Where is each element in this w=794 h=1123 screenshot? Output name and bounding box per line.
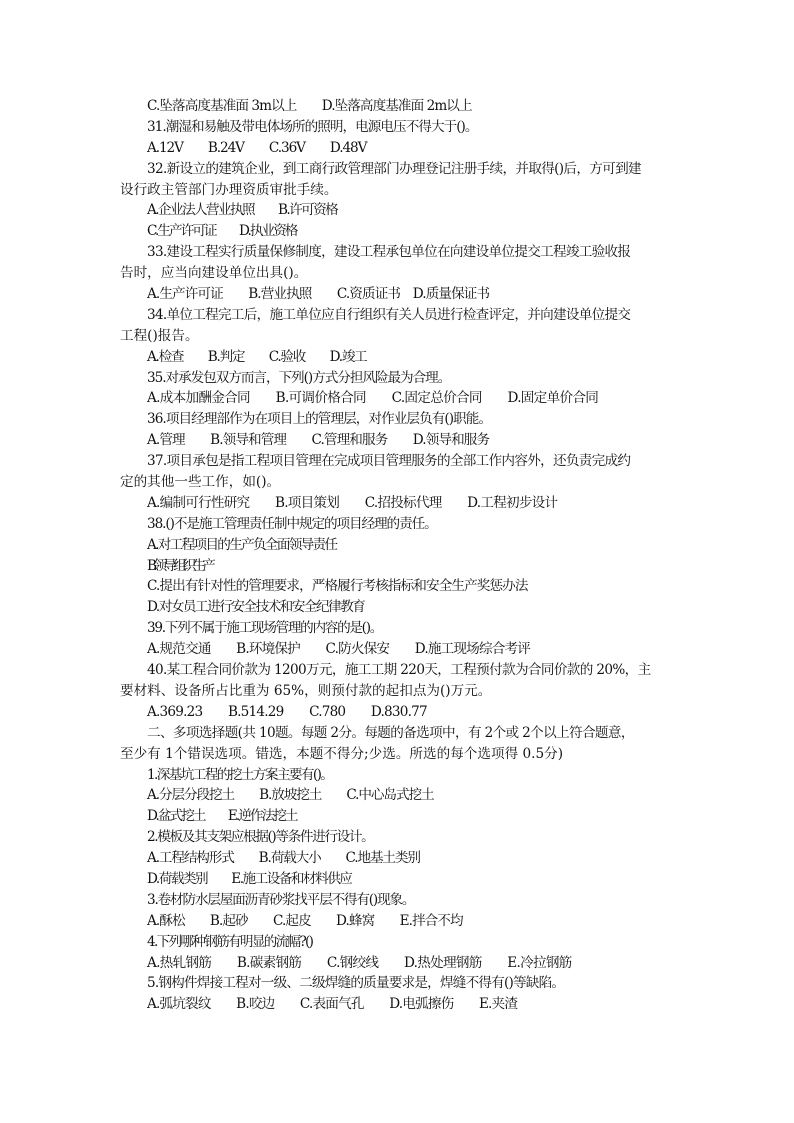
text-line: B.领导组织生产	[147, 557, 213, 574]
text-line: C.坠落高度基准面 3m以上 D.坠落高度基准面 2m以上	[147, 98, 472, 114]
text-line: A.工程结构形式 B.荷载大小 C.地基土类别	[147, 850, 420, 867]
text-line: A.管理 B.领导和管理 C.管理和服务 D.领导和服务	[147, 432, 490, 449]
text-line: 39.下列不属于施工现场管理的内容的是()。	[147, 620, 383, 637]
text-line: 35.对承发包双方而言，下列()方式分担风险最为合理。	[147, 369, 451, 386]
text-line: A.酥松 B.起砂 C.起皮 D.蜂窝 E.拌合不均	[147, 912, 463, 929]
text-line: 工程()报告。	[120, 327, 199, 344]
text-line: A.369.23 B.514.29 C.780 D.830.77	[147, 703, 427, 720]
text-line: 31.潮湿和易触及带电体场所的照明，电源电压不得大于()。	[147, 118, 478, 135]
text-line: 3.卷材防水层屋面沥青砂浆找平层不得有()现象。	[147, 891, 415, 908]
text-line: A.编制可行性研究 B.项目策划 C.招投标代理 D.工程初步设计	[147, 494, 558, 511]
text-line: A.分层分段挖土 B.放坡挖土 C.中心岛式挖土	[147, 787, 434, 804]
text-line: 2.模板及其支架应根据()等条件进行设计。	[147, 829, 374, 846]
text-line: C.提出有针对性的管理要求，严格履行考核指标和安全生产奖惩办法	[147, 578, 528, 595]
text-line: 34.单位工程完工后，施工单位应自行组织有关人员进行检查评定，并向建设单位提交	[147, 306, 631, 323]
text-line: 至少有 1个错误选项。错选，本题不得分;少选。所选的每个选项得 0.5分)	[120, 745, 564, 762]
text-line: 38.()不是施工管理责任制中规定的项目经理的责任。	[147, 515, 437, 532]
text-line: 37.项目承包是指工程项目管理在完成项目管理服务的全部工作内容外，还负责完成约	[147, 453, 631, 470]
text-line: 1.深基坑工程的挖土方案主要有()。	[147, 766, 333, 783]
text-line: A.生产许可证 B.营业执照 C.资质证书 D.质量保证书	[147, 286, 490, 303]
text-line: 要材料、设备所占比重为 65%，则预付款的起扣点为()万元。	[120, 682, 492, 699]
text-line: 5.钢构件焊接工程对一级、二级焊缝的质量要求是，焊缝不得有()等缺陷。	[147, 975, 565, 992]
text-line: D.荷载类别 E.施工设备和材料供应	[147, 870, 352, 887]
text-line: 32.新设立的建筑企业，到工商行政管理部门办理登记注册手续，并取得()后，方可到建	[147, 160, 641, 177]
text-line: 定的其他一些工作，如()。	[120, 474, 281, 491]
text-line: 40.某工程合同价款为 1200万元，施工工期 220天，工程预付款为合同价款的 20%，主	[147, 662, 651, 679]
text-line: 4.下列哪种钢筋有明显的流幅?()	[147, 933, 313, 950]
text-line: A.企业法人营业执照 B.许可资格	[147, 202, 338, 219]
text-line: 33.建设工程实行质量保修制度，建设工程承包单位在向建设单位提交工程竣工验收报	[147, 244, 631, 261]
text-line: A.对工程项目的生产负全面领导责任	[147, 536, 337, 553]
text-line: A.检查 B.判定 C.验收 D.竣工	[147, 348, 367, 365]
text-line: D.对女员工进行安全技术和安全纪律教育	[147, 599, 365, 616]
text-line: 36.项目经理部作为在项目上的管理层，对作业层负有()职能。	[147, 411, 492, 428]
text-line: D.盆式挖土 E.逆作法挖土	[147, 808, 297, 825]
text-line: 二、多项选择题(共 10题。每题 2分。每题的备选项中，有 2个或 2个以上符合题意，	[147, 724, 634, 741]
text-line: A.规范交通 B.环境保护 C.防火保安 D.施工现场综合考评	[147, 641, 531, 658]
text-line: C.生产许可证 D.执业资格	[147, 223, 297, 240]
text-line: A.热轧钢筋 B.碳素钢筋 C.钢绞线 D.热处理钢筋 E.冷拉钢筋	[147, 954, 572, 971]
text-line: 设行政主管部门办理资质审批手续。	[120, 181, 338, 198]
text-line: A.12V B.24V C.36V D.48V	[147, 139, 367, 156]
text-line: A.成本加酬金合同 B.可调价格合同 C.固定总价合同 D.固定单价合同	[147, 390, 599, 407]
text-line: A.弧坑裂纹 B.咬边 C.表面气孔 D.电弧擦伤 E.夹渣	[147, 996, 518, 1013]
text-line: 告时，应当向建设单位出具()。	[120, 265, 308, 282]
